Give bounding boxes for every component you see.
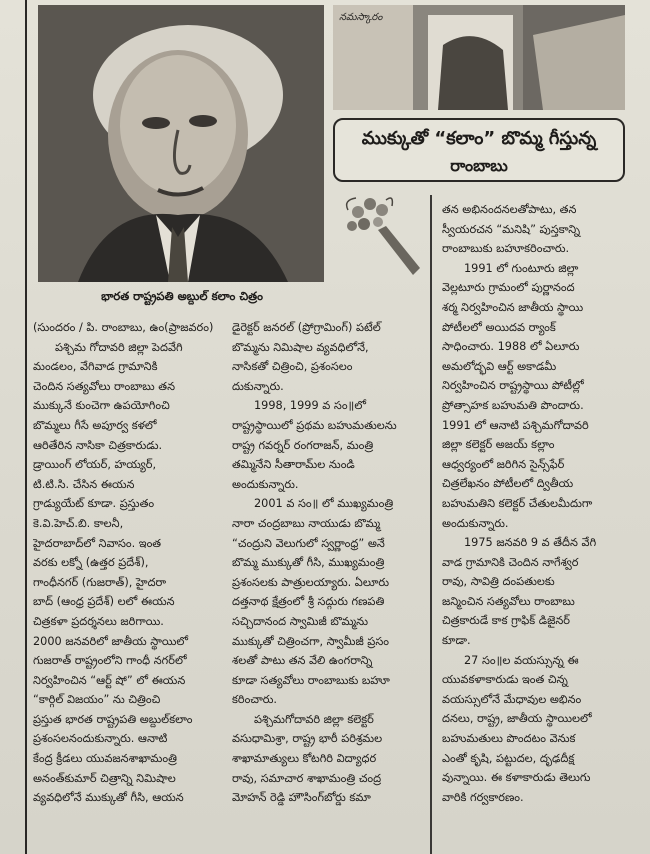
photo-handwritten-text: నమస్కారం <box>339 12 383 23</box>
article-column-3 <box>442 200 632 807</box>
article-line: పశ్చిమగోదావరి జిల్లా కలెక్టర్ <box>254 712 374 726</box>
article-line: శాఖామాత్యులు కోటగిరి విద్యాధర <box>232 752 377 766</box>
article-line: జిల్లా కలెక్టర్ అజయ్ కల్లాం <box>442 438 555 452</box>
article-line: కూడా. <box>442 634 471 648</box>
article-line: వ్యవధిలోనే ముక్కుతో గీసి, ఆయన <box>33 791 184 805</box>
article-line: యువకళాకారుడు ఇంత చిన్న <box>442 673 568 687</box>
article-line: ప్రశంసలనందుకున్నారు. ఆనాటి <box>33 732 168 746</box>
article-column-1 <box>33 318 261 808</box>
article-line: 2000 జనవరిలో జాతీయ స్థాయిలో <box>33 634 189 648</box>
article-line: ముక్కుతో చిత్రించగా, స్వామీజీ ప్రసం <box>232 634 389 648</box>
article-column-2 <box>232 318 428 808</box>
article-line: అందుకున్నారు. <box>232 477 299 491</box>
article-line: రాంబాబుకు బహూకరించారు. <box>442 242 570 256</box>
column-rule-left <box>25 0 27 854</box>
article-line: ప్రస్తుత భారత రాష్ట్రపతి అబ్దుల్‌కలాం <box>33 712 193 726</box>
article-line: ఎంతో కృషి, పట్టుదల, దృఢదీక్ష <box>442 751 575 765</box>
article-line: 1991 లో ఆనాటి పశ్చిమగోదావరి <box>442 418 589 432</box>
kalam-portrait-photo <box>38 5 324 282</box>
article-line: 1991 లో గుంటూరు జిల్లా <box>464 261 579 275</box>
article-line: శర్మ నిర్వహించిన జాతీయ స్థాయి <box>442 300 584 314</box>
article-line: హైదరాబాద్‌లో నివాసం. ఇంత <box>33 536 162 550</box>
photo-caption: భారత రాష్ట్రపతి అబ్దుల్ కలాం చిత్రం <box>101 289 263 303</box>
column-rule-right <box>430 195 432 854</box>
article-line: వరకు లక్నో (ఉత్తర ప్రదేశ్), <box>33 556 149 570</box>
article-line: బొమ్మను నిమిషాల వ్యవధిలోనే, <box>232 340 369 354</box>
article-line: కేంద్ర క్రీడలు యువజనశాఖామంత్రి <box>33 752 177 766</box>
article-line: సాధించారు. 1988 లో ఏలూరు <box>442 340 580 354</box>
article-line: రావు, సావిత్రి దంపతులకు <box>442 575 555 589</box>
article-line: ముక్కునే కుంచెగా ఉపయోగించి <box>33 399 170 413</box>
artist-at-work-photo <box>333 5 625 110</box>
article-line: అందుకున్నారు. <box>442 516 509 530</box>
article-line: “కార్గిల్ విజయం” ను చిత్రించి <box>33 693 161 707</box>
article-line: చెందిన సత్యవోలు రాంబాబు తన <box>33 379 175 393</box>
article-line: “చంద్రుని వెలుగులో స్వర్ణాంధ్ర” అనే <box>232 536 385 550</box>
article-line: పోటీలలో అయిదవ ర్యాంక్ <box>442 320 556 334</box>
article-line: వారికి గర్వకారణం. <box>442 790 524 804</box>
article-line: నిర్వహించిన “ఆర్ట్ షో” లో ఈయన <box>33 673 186 687</box>
article-line: 1975 జనవరి 9 వ తేదీన వేగి <box>464 536 597 550</box>
article-line: బొమ్మలు గీసే అపూర్వ కళలో <box>33 418 157 432</box>
article-line: టి.టి.సి. చేసిన ఈయన <box>33 477 135 491</box>
article-line: జన్మించిన సత్యవోలు రాంబాబు <box>442 594 575 608</box>
article-line: రాష్ట్ర గవర్నర్ రంగరాజన్, మంత్రి <box>232 438 374 452</box>
article-line: బాద్ (ఆంధ్ర ప్రదేశ్) లలో ఈయన <box>33 595 175 609</box>
article-line: అమలోద్భవి ఆర్ట్ అకాడమీ <box>442 359 557 373</box>
article-line: దుకున్నారు. <box>232 379 284 393</box>
article-line: ఆరితేరిన నాసికా చిత్రకారుడు. <box>33 438 163 452</box>
article-line: బొమ్మ ముక్కుతో గీసి, ముఖ్యమంత్రి <box>232 556 385 570</box>
article-line: కూడా సత్యవోలు రాంబాబుకు బహూ <box>232 673 390 687</box>
article-line: తమ్మినేని సీతారామ్‌ల నుండి <box>232 458 355 472</box>
article-line: 2001 వ సం॥ లో ముఖ్యమంత్రి <box>254 497 394 511</box>
article-line: నిర్వహించిన రాష్ట్రస్థాయి పోటీల్లో <box>442 379 584 393</box>
article-line: రావు, సమాచార శాఖామంత్రి చంద్ర <box>232 771 382 785</box>
article-line: నాసికతో చిత్రించి, ప్రశంసలం <box>232 360 353 374</box>
article-line: అనంత్‌కుమార్ చిత్రాన్ని నిమిషాల <box>33 771 176 785</box>
article-line: రాష్ట్రస్థాయిలో ప్రథమ బహుమతులను <box>232 418 397 432</box>
article-line: బహుమతులు పొందటం వెనుక <box>442 732 576 746</box>
article-line: గుజరాత్ రాష్ట్రంలోని గాంధీ నగర్‌లో <box>33 654 187 668</box>
article-line: స్వీయరచన “మనిషి” పుస్తకాన్ని <box>442 222 580 236</box>
article-line: చిత్రకారుడే కాక గ్రాఫిక్ డిజైనర్ <box>442 614 570 628</box>
article-line: శలతో పాటు తన వేలి ఉంగరాన్ని <box>232 654 373 668</box>
article-line: దత్తనాథ క్షేత్రంలో శ్రీ సద్గురు గణపతి <box>232 595 385 609</box>
article-line: ప్రోత్సాహక బహుమతి పొందారు. <box>442 398 584 412</box>
article-line: బహుమతిని కలెక్టర్ చేతులమీదుగా <box>442 496 593 510</box>
article-line: మండలం, వేగివాడ గ్రామానికి <box>33 360 158 374</box>
flower-bouquet-icon <box>338 190 428 280</box>
article-line: పశ్చిమ గోదావరి జిల్లా పెదవేగి <box>55 340 183 354</box>
article-line: తన అభినందనలతోపాటు, తన <box>442 203 577 216</box>
article-line: (సుందరం / పి. రాంబాబు, ఉం(ప్రాజవరం) <box>33 321 214 334</box>
article-line: వయస్సులోనే మేధావుల అభినం <box>442 692 582 706</box>
article-line: సచ్చిదానంద స్వామిజీ బొమ్మను <box>232 614 369 628</box>
article-line: చిత్రలేఖనం పోటీలలో ద్వితీయ <box>442 477 574 491</box>
article-line: చిత్రకళా ప్రదర్శనలు జరిగాయి. <box>33 614 164 628</box>
headline-line-2: రాంబాబు <box>450 156 508 175</box>
article-line: డ్రాయింగ్ లోయర్, హయ్యర్, <box>33 458 157 472</box>
headline-box <box>333 118 625 182</box>
article-line: వెల్లటూరు గ్రామంలో పుర్ణానంద <box>442 281 575 295</box>
article-line: ప్రశంసలకు పాత్రులయ్యారు. ఏలూరు <box>232 575 389 589</box>
article-line: వసుధామిశ్రా, రాష్ట్ర భారీ పరిశ్రమల <box>232 732 383 746</box>
article-line: 1998, 1999 వ సం॥లో <box>254 399 366 413</box>
article-line: కరించారు. <box>232 693 277 707</box>
article-line: ఆధ్వర్యంలో జరిగిన సైన్స్‌ఫేర్ <box>442 457 565 471</box>
article-line: డైరెక్టర్ జనరల్ (ప్రోగ్రామింగ్) పటేల్ <box>232 321 381 334</box>
article-line: మోహన్ రెడ్డి హౌసింగ్‌బోర్డు కమా <box>232 791 371 805</box>
headline-line-1: ముక్కుతో “కలాం” బొమ్మ గీస్తున్న <box>361 128 597 149</box>
article-line: గ్రాడ్యుయేట్ కూడా. ప్రస్తుతం <box>33 497 155 511</box>
article-line: కె.వి.హెచ్.బి. కాలనీ, <box>33 516 124 530</box>
article-line: వున్నాయి. ఈ కళాకారుడు తెలుగు <box>442 771 591 785</box>
article-line: దనలు, రాష్ట్ర, జాతీయ స్థాయిలలో <box>442 712 592 726</box>
article-line: నారా చంద్రబాబు నాయుడు బొమ్మ <box>232 516 381 530</box>
article-line: వాడ గ్రామానికి చెందిన నాగేశ్వర <box>442 555 579 569</box>
article-line: 27 సం॥ల వయస్సున్న ఈ <box>464 653 579 667</box>
article-line: గాంధీనగర్ (గుజరాత్), హైదరా <box>33 575 167 589</box>
